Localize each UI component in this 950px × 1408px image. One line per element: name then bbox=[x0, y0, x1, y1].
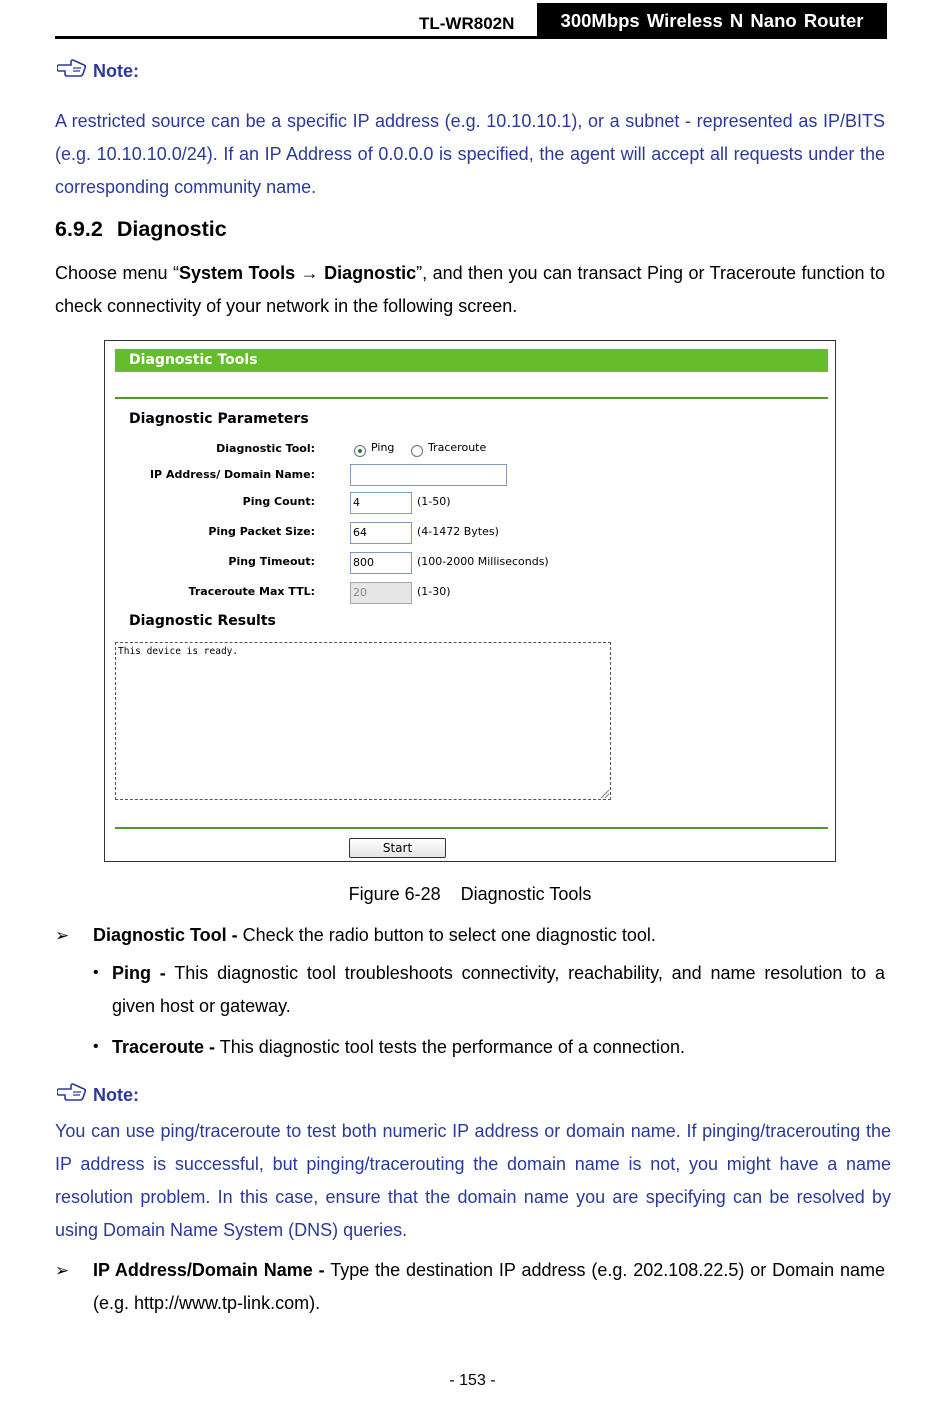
traceroute-radio-label[interactable]: Traceroute bbox=[428, 441, 487, 454]
ping-term: Ping - bbox=[112, 963, 166, 983]
diagnostic-results-textarea[interactable] bbox=[115, 642, 611, 800]
ping-radio[interactable] bbox=[354, 445, 366, 457]
ip-domain-input[interactable] bbox=[350, 464, 507, 486]
note-heading bbox=[57, 1083, 139, 1106]
intro-text-after: ”, and then you can transact Ping or Traceroute function to check connectivity of your network in the following screen. bbox=[55, 263, 885, 316]
ping-radio-label[interactable]: Ping bbox=[371, 441, 395, 454]
note-label: Note: bbox=[93, 1085, 139, 1105]
arrow-bullet-icon: ➢ bbox=[55, 926, 70, 945]
start-button[interactable]: Start bbox=[349, 838, 446, 858]
menu-arrow-icon: → bbox=[300, 263, 319, 283]
ping-packet-size-label: Ping Packet Size: bbox=[208, 525, 315, 538]
dot-bullet-icon: • bbox=[93, 964, 99, 981]
note-text: A restricted source can be a specific IP address (e.g. 10.10.10.1), or a subnet - represented as IP/BITS (e.g. 10.10.10.0/24). If an IP Address of 0.0.0.0 is specified, the agent will accept all requests under the corresponding community name. bbox=[55, 111, 885, 197]
figure-caption: Figure 6-28 Diagnostic Tools bbox=[348, 884, 592, 904]
header-rule bbox=[55, 36, 537, 39]
section-number: 6.9.2 bbox=[55, 217, 103, 241]
traceroute-radio[interactable] bbox=[411, 445, 423, 457]
traceroute-max-ttl-input[interactable]: 20 bbox=[350, 582, 412, 604]
ip-domain-desc: Type the destination IP address (e.g. 202.108.22.5) or Domain name (e.g. http://www.tp-link.com). bbox=[93, 1260, 885, 1313]
note-heading bbox=[57, 59, 139, 82]
ip-domain-item bbox=[93, 1254, 885, 1320]
diagnostic-tools-title-bar: Diagnostic Tools bbox=[115, 349, 828, 372]
ping-count-label: Ping Count: bbox=[242, 495, 315, 508]
traceroute-item bbox=[112, 1031, 885, 1064]
diagnostic-tools-screenshot bbox=[104, 340, 836, 862]
note-text: You can use ping/traceroute to test both numeric IP address or domain name. If pinging/tracerouting the IP address is successful, but pinging/tracerouting the domain name is not, you might have a name resolution problem. In this case, ensure that the domain name you are specifying can be resolved by using Domain Name System (DNS) queries. bbox=[55, 1121, 891, 1240]
section-title: Diagnostic bbox=[116, 217, 227, 241]
diagnostic-tool-term: Diagnostic Tool - bbox=[93, 925, 238, 945]
ping-desc: This diagnostic tool troubleshoots connectivity, reachability, and name resolution to a given host or gateway. bbox=[112, 963, 885, 1016]
ping-item bbox=[112, 957, 885, 1023]
page-number: - 153 - bbox=[449, 1372, 496, 1389]
section-heading bbox=[55, 217, 227, 242]
diagnostic-tool-label: Diagnostic Tool: bbox=[216, 442, 315, 455]
dot-bullet-icon: • bbox=[93, 1038, 99, 1055]
pointing-hand-icon bbox=[57, 59, 87, 82]
ping-timeout-label: Ping Timeout: bbox=[228, 555, 315, 568]
top-divider bbox=[115, 397, 828, 399]
ping-timeout-hint: (100-2000 Milliseconds) bbox=[417, 555, 549, 568]
diagnostic-tool-item bbox=[93, 919, 885, 952]
bottom-divider bbox=[115, 827, 828, 829]
ip-domain-label: IP Address/ Domain Name: bbox=[149, 468, 315, 481]
diagnostic-results-title: Diagnostic Results bbox=[129, 613, 276, 629]
header-product-title: 300Mbps Wireless N Nano Router bbox=[537, 3, 887, 39]
traceroute-desc: This diagnostic tool tests the performance of a connection. bbox=[215, 1037, 685, 1057]
diagnostic-tool-desc: Check the radio button to select one diagnostic tool. bbox=[237, 925, 656, 945]
arrow-bullet-icon: ➢ bbox=[55, 1261, 70, 1280]
ping-timeout-input[interactable]: 800 bbox=[350, 552, 412, 574]
header-model: TL-WR802N bbox=[419, 14, 515, 33]
menu-diagnostic: Diagnostic bbox=[324, 263, 417, 283]
note-label: Note: bbox=[93, 61, 139, 81]
diagnostic-parameters-title: Diagnostic Parameters bbox=[129, 411, 309, 427]
ping-packet-size-input[interactable]: 64 bbox=[350, 522, 412, 544]
results-text: This device is ready. bbox=[118, 646, 239, 657]
section-intro bbox=[55, 257, 885, 323]
traceroute-max-ttl-label: Traceroute Max TTL: bbox=[188, 585, 315, 598]
menu-system-tools: System Tools bbox=[178, 263, 296, 283]
intro-text-before: Choose menu “ bbox=[55, 263, 179, 283]
pointing-hand-icon bbox=[57, 1083, 87, 1106]
ping-count-input[interactable]: 4 bbox=[350, 492, 412, 514]
ip-domain-term: IP Address/Domain Name - bbox=[93, 1260, 325, 1280]
traceroute-max-ttl-hint: (1-30) bbox=[417, 585, 451, 598]
traceroute-term: Traceroute - bbox=[112, 1037, 216, 1057]
ping-count-hint: (1-50) bbox=[417, 495, 451, 508]
resize-grip-icon[interactable] bbox=[601, 790, 609, 798]
ping-packet-size-hint: (4-1472 Bytes) bbox=[417, 525, 499, 538]
